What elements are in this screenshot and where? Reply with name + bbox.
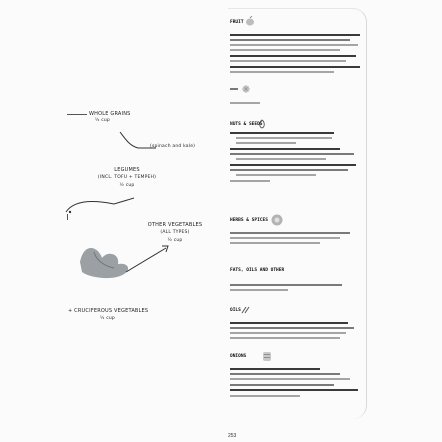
text-line — [230, 164, 356, 166]
page-number: 253 — [228, 433, 237, 439]
text-line — [230, 332, 346, 334]
text-line — [230, 337, 340, 339]
text-line — [230, 373, 340, 375]
arrow-note: (spinach and kale) — [150, 144, 196, 149]
vegetable-illustration-icon — [74, 232, 174, 280]
nut-icon — [258, 119, 266, 129]
onion-icon — [262, 350, 272, 362]
text-line — [230, 368, 320, 370]
text-line — [230, 66, 360, 68]
text-line — [230, 39, 350, 41]
dairy-icon — [228, 84, 256, 94]
text-line — [230, 49, 340, 51]
section-heading-fruit: FRUIT — [230, 20, 244, 25]
cruciferous-label: + CRUCIFEROUS VEGETABLES — [68, 308, 149, 314]
herb-icon — [270, 213, 284, 227]
text-line — [230, 322, 348, 324]
other-vegetables-label: OTHER VEGETABLES — [147, 222, 203, 228]
text-line — [230, 232, 350, 234]
text-line — [230, 237, 340, 239]
pointer-line — [67, 114, 87, 115]
whole-grains-label: WHOLE GRAINS — [89, 111, 131, 117]
text-line — [236, 142, 296, 144]
text-line — [236, 137, 332, 139]
text-line — [230, 34, 360, 36]
section-heading-fats: FATS, OILS AND OTHER — [230, 268, 285, 273]
text-line — [230, 389, 358, 391]
text-line — [230, 132, 334, 134]
text-line — [236, 158, 326, 160]
tick-mark — [67, 214, 68, 220]
text-line — [230, 180, 270, 182]
text-line — [236, 174, 316, 176]
text-line — [230, 148, 340, 150]
text-line — [230, 153, 354, 155]
section-heading-herbs: HERBS & SPICES — [230, 218, 268, 223]
other-vegetables-qty: ½ cup — [167, 238, 183, 243]
swoosh-line-icon — [64, 194, 136, 218]
page-edge — [228, 8, 367, 419]
text-line — [230, 378, 350, 380]
section-heading-oils: OILS — [230, 308, 241, 313]
legumes-label: LEGUMES — [114, 167, 140, 173]
text-line — [230, 102, 260, 104]
text-line — [230, 55, 356, 57]
other-vegetables-sub: (ALL TYPES) — [160, 230, 190, 235]
text-line — [230, 44, 358, 46]
fruit-icon — [244, 16, 256, 26]
text-line — [230, 289, 288, 291]
text-line — [230, 395, 300, 397]
text-line — [230, 71, 334, 73]
legumes-sub: (INCL. TOFU + TEMPEH) — [97, 175, 157, 180]
text-line — [230, 327, 354, 329]
text-line — [230, 384, 334, 386]
cruciferous-qty: ½ cup — [100, 316, 115, 321]
text-line — [230, 169, 348, 171]
section-heading-nuts: NUTS & SEEDS — [230, 122, 263, 127]
section-heading-onions: ONIONS — [230, 354, 247, 359]
text-line — [230, 284, 342, 286]
whole-grains-qty: ½ cup — [95, 118, 110, 123]
legumes-qty: ½ cup — [119, 183, 135, 188]
text-line — [230, 60, 346, 62]
text-line — [230, 242, 320, 244]
oil-icon — [240, 305, 250, 315]
